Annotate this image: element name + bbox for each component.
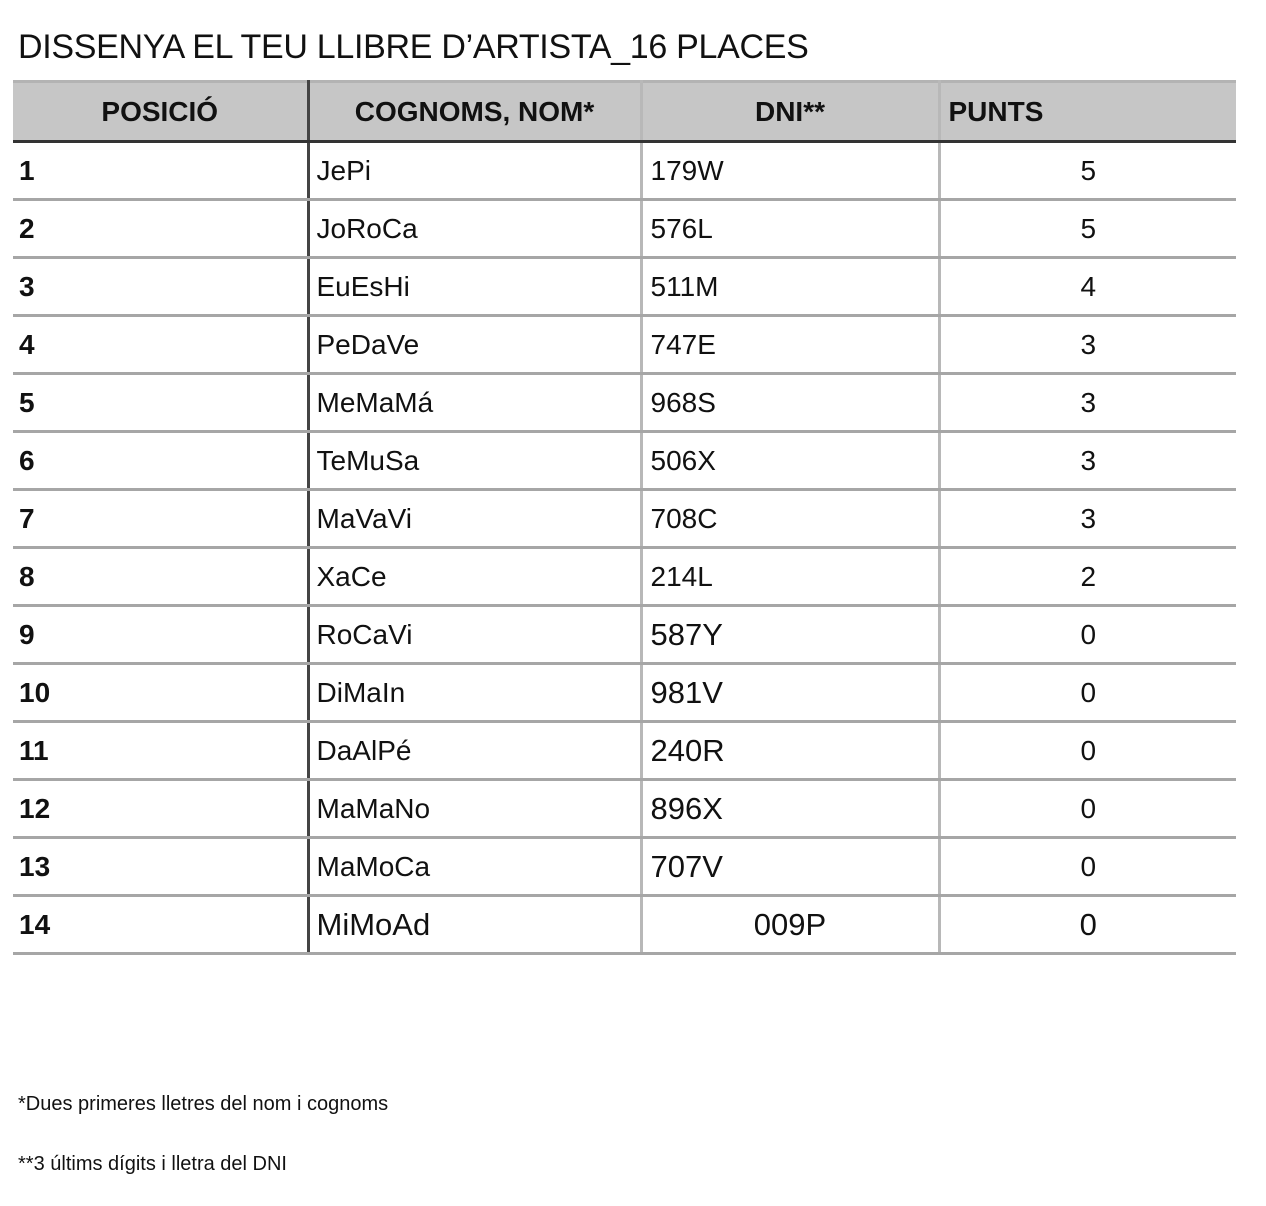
cell-position: 4	[13, 316, 308, 374]
cell-name: EuEsHi	[308, 258, 641, 316]
cell-name: DaAlPé	[308, 722, 641, 780]
table-row	[13, 838, 1236, 896]
table-row	[13, 606, 1236, 664]
cell-name: MiMoAd	[308, 896, 641, 954]
cell-dni: 968S	[641, 374, 939, 432]
cell-points: 0	[939, 780, 1236, 838]
cell-dni: 981V	[641, 664, 939, 722]
cell-position: 11	[13, 722, 308, 780]
cell-name: PeDaVe	[308, 316, 641, 374]
cell-points: 4	[939, 258, 1236, 316]
cell-position: 14	[13, 896, 308, 954]
cell-name: TeMuSa	[308, 432, 641, 490]
cell-position: 1	[13, 142, 308, 200]
cell-dni: 747E	[641, 316, 939, 374]
table-row	[13, 258, 1236, 316]
column-header-name: COGNOMS, NOM*	[308, 82, 641, 142]
table-row	[13, 548, 1236, 606]
footnote-dni: **3 últims dígits i lletra del DNI	[18, 1153, 287, 1175]
results-table	[13, 80, 1236, 955]
table-row	[13, 142, 1236, 200]
cell-name: JePi	[308, 142, 641, 200]
cell-position: 12	[13, 780, 308, 838]
cell-dni: 707V	[641, 838, 939, 896]
cell-points: 3	[939, 490, 1236, 548]
cell-name: XaCe	[308, 548, 641, 606]
cell-position: 7	[13, 490, 308, 548]
cell-position: 3	[13, 258, 308, 316]
cell-points: 0	[939, 664, 1236, 722]
cell-points: 0	[939, 606, 1236, 664]
cell-name: MaMoCa	[308, 838, 641, 896]
cell-position: 8	[13, 548, 308, 606]
cell-dni: 506X	[641, 432, 939, 490]
column-header-dni: DNI**	[641, 82, 939, 142]
table-row	[13, 316, 1236, 374]
cell-points: 3	[939, 316, 1236, 374]
table-row	[13, 896, 1236, 954]
cell-points: 2	[939, 548, 1236, 606]
column-header-position: POSICIÓ	[13, 82, 308, 142]
table-row	[13, 780, 1236, 838]
cell-dni: 708C	[641, 490, 939, 548]
cell-points: 0	[939, 722, 1236, 780]
cell-position: 13	[13, 838, 308, 896]
cell-points: 5	[939, 142, 1236, 200]
cell-points: 0	[939, 896, 1236, 954]
cell-name: JoRoCa	[308, 200, 641, 258]
cell-name: MaVaVi	[308, 490, 641, 548]
cell-points: 3	[939, 432, 1236, 490]
cell-dni: 587Y	[641, 606, 939, 664]
cell-name: DiMaIn	[308, 664, 641, 722]
cell-position: 5	[13, 374, 308, 432]
cell-dni: 511M	[641, 258, 939, 316]
cell-points: 0	[939, 838, 1236, 896]
column-header-points: PUNTS	[939, 82, 1236, 142]
table-row	[13, 374, 1236, 432]
cell-name: MeMaMá	[308, 374, 641, 432]
table-row	[13, 490, 1236, 548]
cell-dni: 576L	[641, 200, 939, 258]
cell-dni: 896X	[641, 780, 939, 838]
cell-position: 2	[13, 200, 308, 258]
cell-name: MaMaNo	[308, 780, 641, 838]
page-title: DISSENYA EL TEU LLIBRE D’ARTISTA_16 PLACES	[18, 28, 809, 66]
cell-dni: 179W	[641, 142, 939, 200]
cell-dni: 009P	[641, 896, 939, 954]
cell-points: 3	[939, 374, 1236, 432]
table-row	[13, 722, 1236, 780]
table-row	[13, 200, 1236, 258]
cell-position: 10	[13, 664, 308, 722]
cell-dni: 214L	[641, 548, 939, 606]
table-row	[13, 664, 1236, 722]
cell-points: 5	[939, 200, 1236, 258]
cell-position: 6	[13, 432, 308, 490]
table-header-row	[13, 82, 1236, 142]
cell-position: 9	[13, 606, 308, 664]
cell-name: RoCaVi	[308, 606, 641, 664]
cell-dni: 240R	[641, 722, 939, 780]
table-row	[13, 432, 1236, 490]
footnote-name: *Dues primeres lletres del nom i cognoms	[18, 1093, 389, 1115]
